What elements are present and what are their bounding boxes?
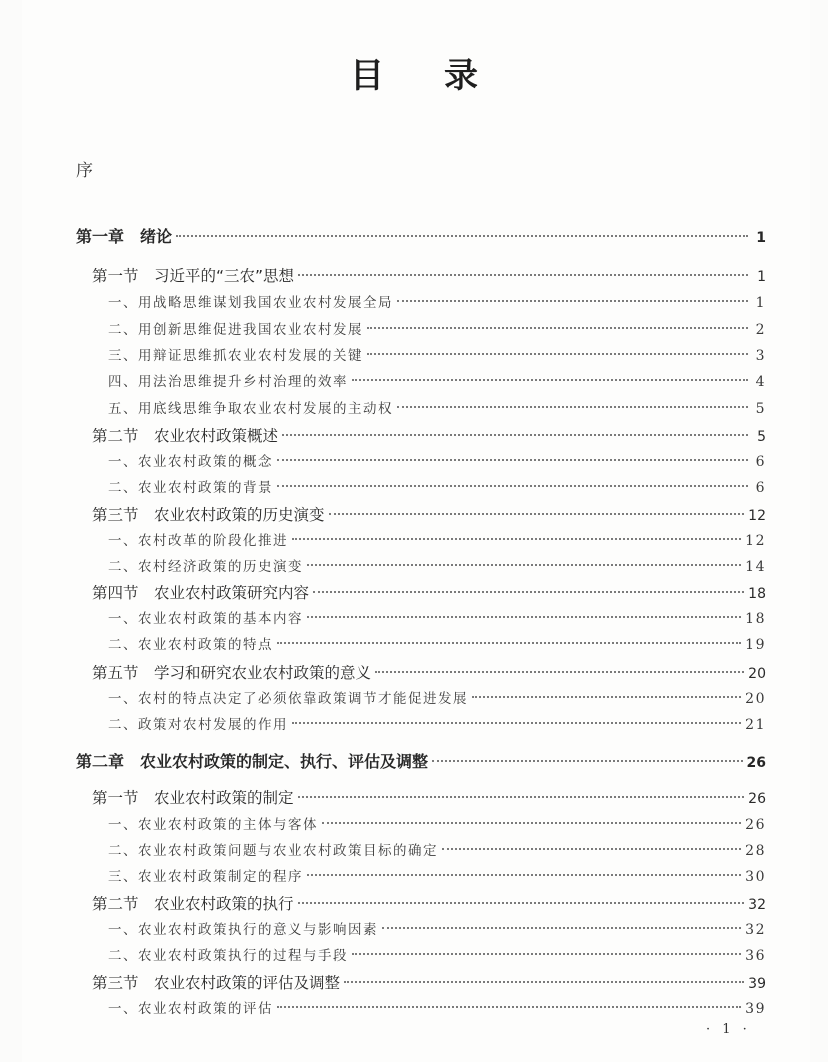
- toc-entry-title: 四、用法治思维提升乡村治理的效率: [108, 374, 348, 390]
- toc-entry-section: [92, 786, 766, 808]
- toc-entry-item: [108, 318, 766, 338]
- toc-entry-title: 第四节 农业农村政策研究内容: [92, 584, 310, 602]
- dot-leader: [292, 722, 741, 724]
- dot-leader: [397, 300, 748, 302]
- toc-entry-title: 第一节 农业农村政策的制定: [92, 789, 294, 807]
- toc-entry-page-number: 2: [755, 322, 766, 338]
- toc-entry-item: [108, 713, 766, 733]
- toc-entry-section: [92, 264, 766, 286]
- toc-entry-item: [108, 865, 766, 885]
- toc-entry-page-number: 39: [745, 1001, 766, 1017]
- toc-entry-item: [108, 555, 766, 575]
- toc-entry-item: [108, 633, 766, 653]
- dot-leader: [307, 874, 741, 876]
- toc-entry-page-number: 1: [756, 230, 766, 246]
- toc-entry-item: [108, 450, 766, 470]
- toc-entry-item: [108, 291, 766, 311]
- toc-entry-section: [92, 892, 766, 914]
- dot-leader: [344, 981, 744, 983]
- toc-entry-page-number: 5: [755, 401, 766, 417]
- toc-entry-page-number: 12: [745, 533, 766, 549]
- toc-entry-title: 一、农业农村政策执行的意义与影响因素: [108, 922, 378, 938]
- toc-entry-chapter: [76, 749, 766, 772]
- dot-leader: [352, 379, 748, 381]
- dot-leader: [322, 822, 741, 824]
- page-title: 目录: [350, 56, 538, 96]
- toc-entry-title: 一、用战略思维谋划我国农业农村发展全局: [108, 295, 393, 311]
- toc-entry-item: [108, 370, 766, 390]
- toc-entry-title: 第二节 农业农村政策概述: [92, 427, 279, 445]
- toc-entry-item: [108, 607, 766, 627]
- toc-entry-item: [108, 997, 766, 1017]
- toc-entry-page-number: 6: [755, 480, 766, 496]
- toc-entry-page-number: 5: [757, 429, 766, 445]
- toc-entry-title: 第二章 农业农村政策的制定、执行、评估及调整: [76, 752, 429, 771]
- toc-entry-page-number: 18: [748, 586, 766, 602]
- toc-entry-page-number: 26: [748, 791, 766, 807]
- preface-heading: 序: [76, 161, 93, 181]
- toc-entry-page-number: 32: [745, 922, 766, 938]
- toc-entry-title: 一、农业农村政策的概念: [108, 454, 273, 470]
- toc-entry-item: [108, 344, 766, 364]
- toc-entry-item: [108, 839, 766, 859]
- toc-entry-title: 第三节 农业农村政策的评估及调整: [92, 974, 341, 992]
- toc-entry-page-number: 6: [755, 454, 766, 470]
- toc-entry-page-number: 4: [755, 374, 766, 390]
- dot-leader: [277, 485, 748, 487]
- dot-leader: [298, 796, 745, 798]
- toc-entry-title: 二、农业农村政策的特点: [108, 637, 273, 653]
- toc-entry-page-number: 12: [748, 508, 766, 524]
- toc-entry-page-number: 19: [745, 637, 766, 653]
- toc-entry-section: [92, 661, 766, 683]
- toc-entry-item: [108, 476, 766, 496]
- toc-entry-item: [108, 813, 766, 833]
- toc-entry-title: 第五节 学习和研究农业农村政策的意义: [92, 664, 372, 682]
- toc-entry-page-number: 3: [755, 348, 766, 364]
- dot-leader: [472, 696, 741, 698]
- dot-leader: [442, 848, 741, 850]
- toc-entry-title: 一、农业农村政策的评估: [108, 1001, 273, 1017]
- toc-entry-page-number: 26: [746, 755, 766, 771]
- toc-entry-page-number: 1: [757, 269, 766, 285]
- toc-entry-section: [92, 581, 766, 603]
- toc-entry-page-number: 21: [745, 717, 766, 733]
- toc-entry-title: 一、农业农村政策的基本内容: [108, 611, 303, 627]
- toc-entry-item: [108, 944, 766, 964]
- toc-entry-section: [92, 503, 766, 525]
- toc-entry-title: 一、农村的特点决定了必须依靠政策调节才能促进发展: [108, 691, 468, 707]
- dot-leader: [352, 953, 741, 955]
- toc-entry-title: 第二节 农业农村政策的执行: [92, 895, 294, 913]
- toc-entry-chapter: [76, 224, 766, 247]
- toc-entry-page-number: 1: [755, 295, 766, 311]
- toc-entry-title: 二、政策对农村发展的作用: [108, 717, 288, 733]
- dot-leader: [277, 459, 748, 461]
- toc-entry-title: 第三节 农业农村政策的历史演变: [92, 506, 325, 524]
- dot-leader: [176, 235, 748, 237]
- page-number: · 1 ·: [706, 1022, 751, 1037]
- dot-leader: [313, 591, 744, 593]
- toc-entry-page-number: 26: [745, 817, 766, 833]
- toc-entry-item: [108, 529, 766, 549]
- toc-entry-title: 五、用底线思维争取农业农村发展的主动权: [108, 401, 393, 417]
- toc-entry-page-number: 20: [748, 666, 766, 682]
- toc-entry-title: 三、农业农村政策制定的程序: [108, 869, 303, 885]
- dot-leader: [277, 642, 741, 644]
- dot-leader: [375, 671, 744, 673]
- dot-leader: [367, 353, 748, 355]
- toc-entry-page-number: 39: [748, 976, 766, 992]
- dot-leader: [382, 927, 741, 929]
- toc-entry-section: [92, 424, 766, 446]
- dot-leader: [397, 406, 748, 408]
- toc-entry-title: 第一节 习近平的“三农”思想: [92, 267, 295, 285]
- toc-entry-title: 第一章 绪论: [76, 227, 173, 246]
- dot-leader: [367, 327, 748, 329]
- toc-entry-title: 三、用辩证思维抓农业农村发展的关键: [108, 348, 363, 364]
- dot-leader: [307, 616, 741, 618]
- dot-leader: [298, 274, 748, 276]
- toc-entry-title: 二、农业农村政策问题与农业农村政策目标的确定: [108, 843, 438, 859]
- toc-entry-item: [108, 687, 766, 707]
- toc-entry-title: 一、农村改革的阶段化推进: [108, 533, 288, 549]
- toc-entry-title: 二、农业农村政策执行的过程与手段: [108, 948, 348, 964]
- toc-entry-item: [108, 397, 766, 417]
- dot-leader: [298, 902, 745, 904]
- toc-entry-page-number: 14: [745, 559, 766, 575]
- toc-entry-section: [92, 971, 766, 993]
- dot-leader: [277, 1006, 741, 1008]
- dot-leader: [292, 538, 741, 540]
- toc-entry-page-number: 20: [745, 691, 766, 707]
- toc-entry-page-number: 18: [745, 611, 766, 627]
- dot-leader: [432, 760, 743, 762]
- dot-leader: [329, 513, 745, 515]
- toc-entry-page-number: 30: [745, 869, 766, 885]
- toc-entry-page-number: 36: [745, 948, 766, 964]
- toc-entry-title: 二、农业农村政策的背景: [108, 480, 273, 496]
- toc-entry-page-number: 32: [748, 897, 766, 913]
- dot-leader: [307, 564, 741, 566]
- toc-entry-page-number: 28: [745, 843, 766, 859]
- dot-leader: [282, 434, 748, 436]
- toc-entry-title: 二、农村经济政策的历史演变: [108, 559, 303, 575]
- toc-entry-title: 一、农业农村政策的主体与客体: [108, 817, 318, 833]
- toc-entry-item: [108, 918, 766, 938]
- toc-entry-title: 二、用创新思维促进我国农业农村发展: [108, 322, 363, 338]
